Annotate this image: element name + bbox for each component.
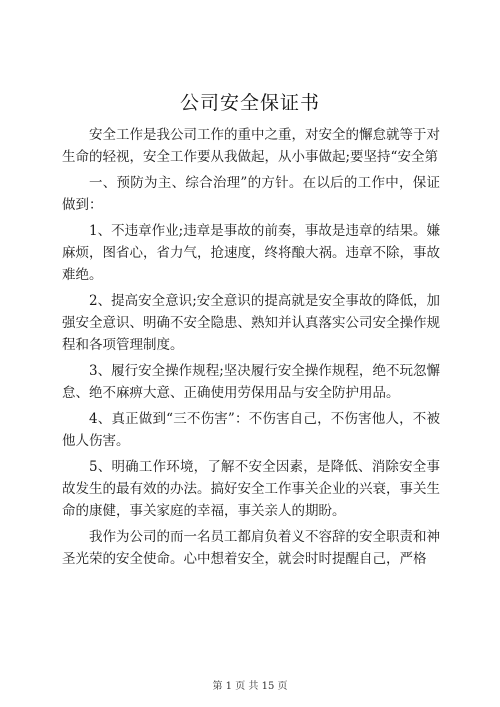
paragraph: 2、提高安全意识;安全意识的提高就是安全事故的降低，加强安全意识、明确不安全隐患、熟知并认真落实公司安全操作规程和各项管理制度。 bbox=[62, 293, 440, 353]
paragraph: 3、履行安全操作规程;坚决履行安全操作规程，绝不玩忽懈怠、绝不麻痹大意、正确使用劳保用品与安全防护用品。 bbox=[62, 363, 440, 401]
paragraph: 4、真正做到“三不伤害”：不伤害自己，不伤害他人，不被他人伤害。 bbox=[62, 411, 440, 449]
paragraph: 5、明确工作环境，了解不安全因素，是降低、消除安全事故发生的最有效的办法。搞好安全工作事关企业的兴衰，事关生命的康健，事关家庭的幸福，事关亲人的期盼。 bbox=[62, 459, 440, 519]
paragraph: 一、预防为主、综合治理”的方针。在以后的工作中，保证做到： bbox=[62, 175, 440, 213]
document-title: 公司安全保证书 bbox=[179, 92, 320, 114]
page-footer: 第 1 页 共 15 页 bbox=[212, 681, 288, 692]
paragraph: 我作为公司的而一名员工都肩负着义不容辞的安全职责和神圣光荣的安全使命。心中想着安全，就会时时提醒自己，严格 bbox=[62, 529, 440, 567]
document-body bbox=[62, 124, 440, 574]
paragraph: 安全工作是我公司工作的重中之重，对安全的懈怠就等于对生命的轻视，安全工作要从我做起，从小事做起;要坚持“安全第 bbox=[62, 127, 440, 165]
paragraph: 1、不违章作业;违章是事故的前奏，事故是违章的结果。嫌麻烦，图省心，省力气，抢速度，终将酿大祸。违章不除，事故难绝。 bbox=[62, 223, 440, 283]
